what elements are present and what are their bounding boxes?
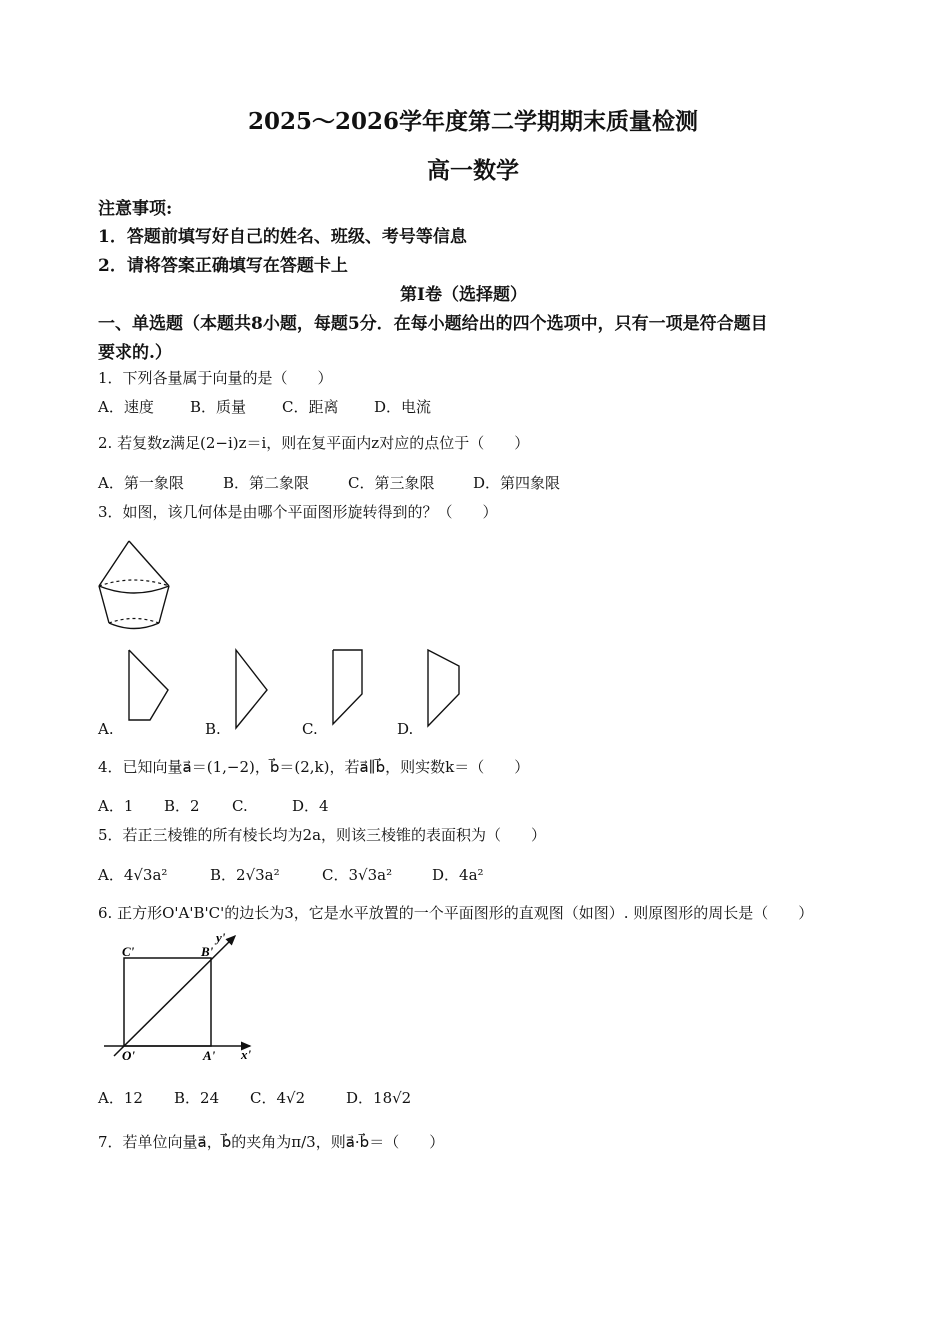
- option-d: D．18√2: [346, 1089, 412, 1107]
- question-2-options: [98, 472, 560, 493]
- option-c: C.: [302, 720, 318, 738]
- option-c: C．距离: [282, 398, 339, 416]
- option-d-shape: [425, 648, 470, 728]
- solid-of-revolution-figure: [96, 538, 176, 634]
- label-x-prime: x': [241, 1047, 252, 1062]
- option-b: B．24: [174, 1089, 220, 1107]
- option-b: B．2√3a²: [210, 866, 280, 884]
- option-b: B．质量: [190, 398, 247, 416]
- question-1-stem: 1．下列各量属于向量的是（ ）: [98, 369, 333, 387]
- notice-item-1: 1．答题前填写好自己的姓名、班级、考号等信息: [98, 227, 467, 247]
- label-a-prime: A': [203, 1048, 216, 1063]
- label-b-prime: B': [201, 944, 214, 959]
- option-c: C.: [232, 797, 248, 815]
- question-3-stem: 3．如图，该几何体是由哪个平面图形旋转得到的？（ ）: [98, 503, 498, 521]
- question-1-options: [98, 396, 431, 417]
- option-a: A．4√3a²: [98, 866, 168, 884]
- option-b: B．第二象限: [223, 474, 310, 492]
- oblique-drawing-figure: [100, 930, 265, 1065]
- option-a: A．12: [98, 1089, 143, 1107]
- label-o-prime: O': [122, 1048, 135, 1063]
- option-a: A．速度: [98, 398, 154, 416]
- question-2-stem: 2. 若复数z满足(2−i)z＝i，则在复平面内z对应的点位于（ ）: [98, 434, 530, 452]
- option-b: B.: [205, 720, 221, 738]
- question-4-options: [98, 795, 329, 816]
- label-c-prime: C': [122, 944, 135, 959]
- option-d: D．电流: [374, 398, 432, 416]
- option-d: D．4: [292, 797, 329, 815]
- option-c: C．4√2: [250, 1089, 306, 1107]
- notice-heading: 注意事项:: [98, 199, 173, 219]
- question-5-stem: 5．若正三棱锥的所有棱长均为2a，则该三棱锥的表面积为（ ）: [98, 826, 547, 844]
- option-c-shape: [330, 648, 370, 728]
- exam-title: 2025～2026学年度第二学期期末质量检测: [248, 108, 699, 135]
- option-c: C．3√3a²: [322, 866, 393, 884]
- option-a-shape: [126, 648, 176, 728]
- part-title: 第Ⅰ卷（选择题）: [400, 285, 527, 305]
- question-6-stem: 6. 正方形O'A'B'C'的边长为3，它是水平放置的一个平面图形的直观图（如图）. 则原图形的周长是（ ）: [98, 904, 814, 922]
- option-d: D.: [397, 720, 414, 738]
- option-b: B．2: [164, 797, 200, 815]
- label-y-prime: y': [216, 930, 226, 945]
- question-7-stem: 7．若单位向量a⃗，b⃗的夹角为π/3，则a⃗·b⃗＝（ ）: [98, 1133, 445, 1151]
- question-4-stem: 4．已知向量a⃗＝(1,−2)，b⃗＝(2,k)，若a⃗∥b⃗，则实数k＝（ ）: [98, 758, 530, 776]
- option-d: D．4a²: [432, 866, 484, 884]
- section-title-line1: 一、单选题（本题共8小题，每题5分．在每小题给出的四个选项中，只有一项是符合题目: [98, 314, 768, 334]
- question-6-options: [98, 1087, 411, 1108]
- exam-subject: 高一数学: [427, 157, 519, 184]
- option-a: A.: [98, 720, 114, 738]
- notice-item-2: 2．请将答案正确填写在答题卡上: [98, 256, 348, 276]
- option-c: C．第三象限: [348, 474, 435, 492]
- option-a: A．1: [98, 797, 134, 815]
- option-d: D．第四象限: [473, 474, 561, 492]
- section-title-line2: 要求的.）: [98, 343, 172, 363]
- option-b-shape: [233, 648, 273, 728]
- option-a: A．第一象限: [98, 474, 184, 492]
- question-5-options: [98, 864, 484, 885]
